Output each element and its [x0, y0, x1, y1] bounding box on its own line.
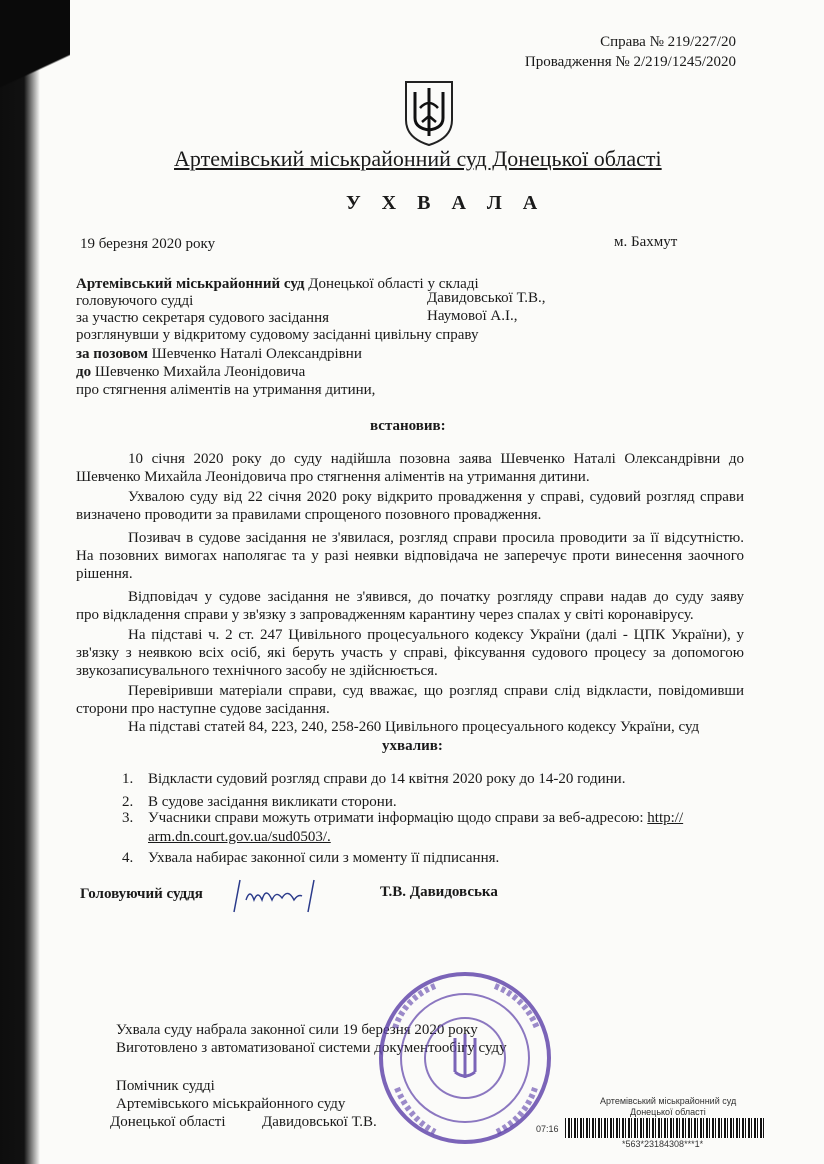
assistant-title: Помічник судді [116, 1078, 215, 1094]
ruling-item-1: 1. Відкласти судовий розгляд справи до 14 квітня 2020 року до 14-20 години. [122, 771, 626, 787]
paragraph-line: Ухвалою суду від 22 січня 2020 року відкрито провадження у справі, судовий розгляд справи [128, 489, 744, 505]
document-title: У Х В А Л А [346, 192, 546, 214]
ruling-item-4: 4. Ухвала набирає законної сили з моменту її підписання. [122, 850, 500, 866]
assistant-region: Донецької області [110, 1114, 226, 1130]
paragraph-line: Перевіривши матеріали справи, суд вважає, що розгляд справи слід відкласти, повідомивши [128, 683, 744, 699]
paragraph-line: визначено проводити за правилами спрощеного позовного провадження. [76, 507, 542, 523]
established-heading: встановив: [370, 418, 446, 434]
ruling-item-2: 2. В судове засідання викликати сторони. [122, 794, 397, 810]
paragraph-line: 10 січня 2020 року до суду надійшла позовна заява Шевченко Наталі Олександрівни до [128, 451, 744, 467]
court-title: Артемівський міськрайонний суд Донецької області [174, 146, 662, 171]
scan-shadow-corner [0, 0, 70, 160]
paragraph-line: про відкладення справи у зв'язку з запровадженням карантину через спалах у світі коронавірусу. [76, 607, 694, 623]
intro-secretary-label: за участю секретаря судового засідання [76, 310, 330, 326]
case-number: Справа № 219/227/20 [600, 34, 736, 50]
paragraph-line: рішення. [76, 566, 133, 582]
handwritten-signature [228, 876, 318, 916]
trident-coat-of-arms-icon [400, 78, 458, 148]
ruled-heading: ухвалив: [382, 738, 443, 754]
court-seal-stamp [375, 968, 555, 1148]
footer-legal-force: Ухвала суду набрала законної сили 19 березня 2020 року [116, 1022, 478, 1038]
intro-claimant: за позовом Шевченко Наталі Олександрівни [76, 346, 362, 362]
scan-shadow-left [0, 0, 40, 1164]
body-paragraphs [76, 450, 744, 736]
intro-presiding-name: Давидовської Т.В., [427, 290, 546, 306]
print-timestamp: 07:16 [536, 1124, 559, 1134]
barcode-court-label: Артемівський міськрайонний суд [600, 1096, 737, 1106]
paragraph-line: звукозаписувального технічного засобу не здійснюється. [76, 663, 438, 679]
assistant-court: Артемівського міськрайонного суду [116, 1096, 346, 1112]
proceeding-number: Провадження № 2/219/1245/2020 [524, 54, 736, 70]
intro-presiding-label: головуючого судді [76, 293, 194, 309]
paragraph-line: сторони про наступне судове засідання. [76, 701, 330, 717]
barcode-number: *563*23184308***1* [622, 1139, 704, 1149]
paragraph-line: зв'язку з неявкою всіх осіб, які беруть участь у справі, фіксування судового процесу за допомогою [76, 645, 744, 661]
document-city: м. Бахмут [614, 234, 678, 250]
ruling-item-3: 3. Учасники справи можуть отримати інформацію щодо справи за веб-адресою: http:// arm.dn.court.gov.ua/sud0503/. [122, 810, 684, 845]
intro-subject: про стягнення аліментів на утримання дитини, [76, 382, 376, 398]
paragraph-line: Позивач в судове засідання не з'явилася, розгляд справи просила проводити за її відсутністю. [128, 530, 744, 546]
footer-generated: Виготовлено з автоматизованої системи документообігу суду [116, 1040, 507, 1056]
paragraph-line: Відповідач у судове засідання не з'явився, до початку розгляду справи надав до суду заяву [128, 589, 744, 605]
paragraph-line: На позовних вимогах наполягає та у разі неявки відповідача не заперечує проти винесення заочного [76, 548, 744, 564]
court-website-link-prefix[interactable]: http:// [647, 810, 684, 826]
document-barcode [565, 1118, 765, 1138]
intro-defendant: до Шевченко Михайла Леонідовича [76, 364, 306, 380]
judge-name: Т.В. Давидовська [380, 884, 498, 900]
intro-court: Артемівський міськрайонний суд Донецької області у складі [76, 276, 479, 292]
court-website-link[interactable]: arm.dn.court.gov.ua/sud0503/. [148, 829, 331, 845]
barcode-region-label: Донецької області [630, 1107, 706, 1117]
document-date: 19 березня 2020 року [80, 236, 216, 252]
paragraph-line: На підставі статей 84, 223, 240, 258-260 Цивільного процесуального кодексу України, суд [128, 719, 700, 735]
intro-considered: розглянувши у відкритому судовому засіданні цивільну справу [76, 327, 479, 343]
intro-secretary-name: Наумової А.І., [427, 308, 518, 324]
judge-label: Головуючий суддя [80, 886, 203, 902]
paragraph-line: На підставі ч. 2 ст. 247 Цивільного процесуального кодексу України (далі - ЦПК України), у [128, 627, 744, 643]
paragraph-line: Шевченко Михайла Леонідовича про стягнення аліментів на утримання дитини. [76, 469, 590, 485]
assistant-name: Давидовської Т.В. [262, 1114, 377, 1130]
